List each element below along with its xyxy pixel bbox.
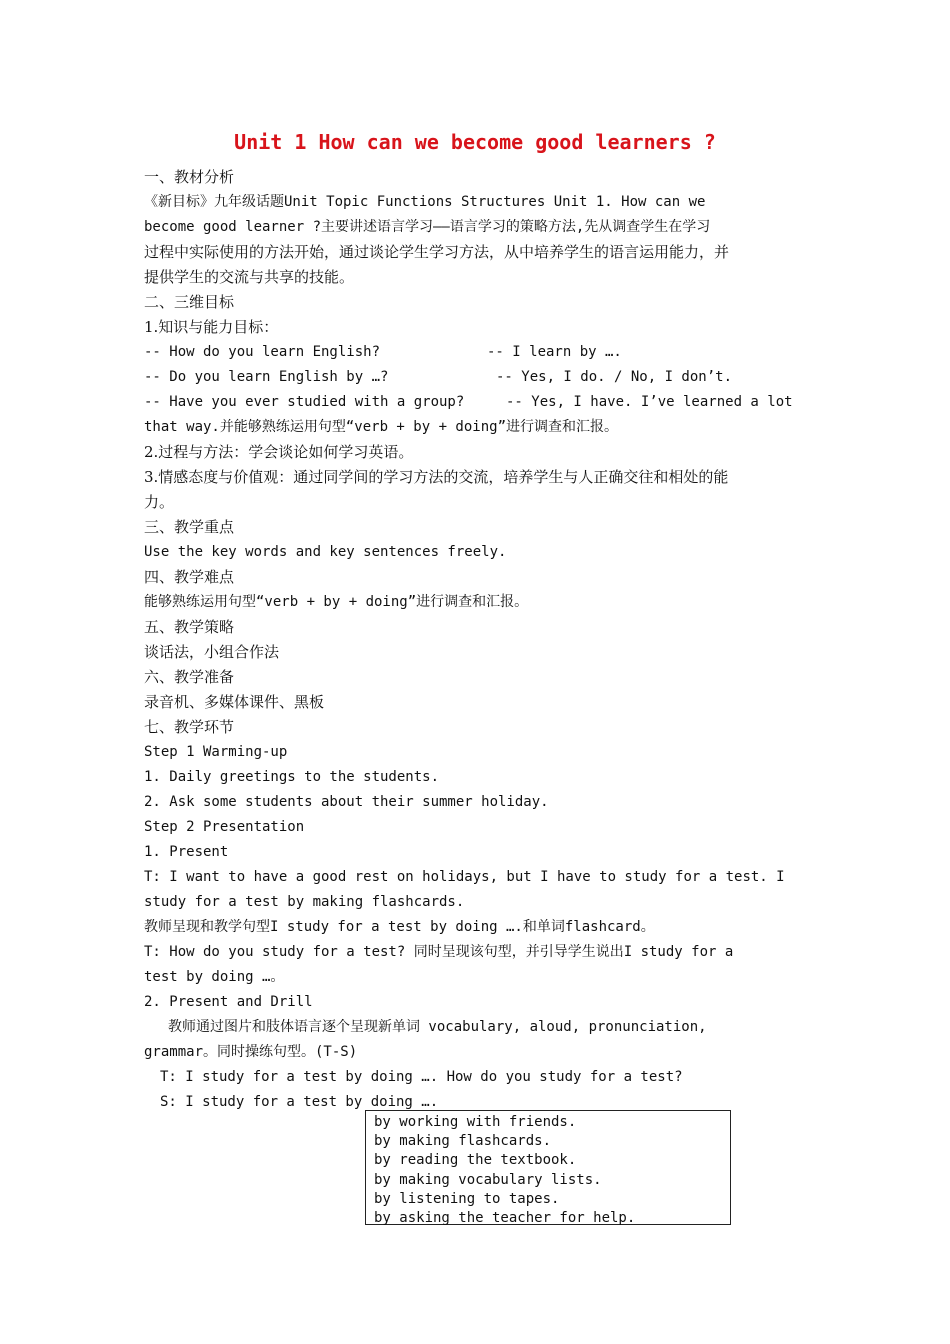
paragraph-line: 提供学生的交流与共享的技能。 (144, 268, 355, 286)
paragraph-line: 录音机、多媒体课件、黑板 (144, 693, 325, 711)
paragraph-line: test by doing …。 (144, 969, 285, 985)
paragraph-line: T: I want to have a good rest on holidays, but I have to study for a test. I (144, 869, 785, 885)
phrase-item: by reading the textbook. (374, 1152, 577, 1169)
dialogue-question: -- How do you learn English? (144, 344, 381, 360)
step-heading: Step 1 Warming-up (144, 744, 288, 760)
paragraph-line: 2. Ask some students about their summer holiday. (144, 794, 549, 810)
section-heading: 六、教学准备 (144, 668, 235, 686)
phrase-item: by making vocabulary lists. (374, 1171, 602, 1188)
dialogue-answer: -- Yes, I do. / No, I don’t. (496, 369, 733, 385)
paragraph-line: 谈话法，小组合作法 (144, 643, 280, 661)
phrase-box (365, 1110, 731, 1225)
page-title: Unit 1 How can we become good learners ? (234, 130, 716, 154)
paragraph-line: that way.并能够熟练运用句型“verb + by + doing”进行调查和汇报。 (144, 419, 619, 435)
paragraph-line: 力。 (144, 493, 175, 511)
section-heading: 三、教学重点 (144, 518, 235, 536)
section-heading: 四、教学难点 (144, 568, 235, 586)
phrase-item: by listening to tapes. (374, 1190, 560, 1207)
paragraph-line: 过程中实际使用的方法开始，通过谈论学生学习方法，从中培养学生的语言运用能力，并 (144, 243, 730, 261)
section-heading: 七、教学环节 (144, 718, 235, 736)
dialogue-answer: -- I learn by …. (487, 344, 622, 360)
phrase-item: by asking the teacher for help. (374, 1210, 636, 1227)
dialogue-question: -- Have you ever studied with a group? (144, 394, 465, 410)
paragraph-line: S: I study for a test by doing …. (160, 1094, 439, 1110)
paragraph-line: 教师呈现和教学句型I study for a test by doing ….和单词flashcard。 (144, 919, 655, 935)
section-heading: 二、三维目标 (144, 293, 235, 311)
document-body (144, 165, 807, 1115)
paragraph-line: 教师通过图片和肢体语言逐个呈现新单词 vocabulary, aloud, pronunciation, (168, 1019, 707, 1035)
paragraph-line: grammar。同时操练句型。(T-S) (144, 1044, 358, 1060)
section-heading: 五、教学策略 (144, 618, 235, 636)
dialogue-question: -- Do you learn English by …? (144, 369, 389, 385)
paragraph-line: study for a test by making flashcards. (144, 894, 465, 910)
paragraph-line: Use the key words and key sentences freely. (144, 544, 507, 560)
section-heading: 一、教材分析 (144, 168, 235, 186)
dialogue-line (144, 390, 807, 415)
paragraph-line: 3.情感态度与价值观：通过同学间的学习方法的交流，培养学生与人正确交往和相处的能 (144, 468, 729, 486)
step-heading: Step 2 Presentation (144, 819, 305, 835)
paragraph-line: 2. Present and Drill (144, 994, 313, 1010)
paragraph-line: 2.过程与方法：学会谈论如何学习英语。 (144, 443, 414, 461)
dialogue-line (144, 365, 807, 390)
subheading: 1.知识与能力目标： (144, 318, 279, 336)
paragraph-line: T: I study for a test by doing …. How do you study for a test? (160, 1069, 683, 1085)
dialogue-line (144, 340, 807, 365)
paragraph-line: 1. Daily greetings to the students. (144, 769, 440, 785)
dialogue-answer: -- Yes, I have. I’ve learned a lot (506, 394, 793, 410)
paragraph-line: become good learner ?主要讲述语言学习——语言学习的策略方法,先从调查学生在学习 (144, 219, 711, 235)
paragraph-line: T: How do you study for a test? 同时呈现该句型，并引导学生说出I study for a (144, 944, 734, 960)
phrase-item: by working with friends. (374, 1114, 577, 1130)
paragraph-line: 1. Present (144, 844, 229, 860)
phrase-item: by making flashcards. (374, 1133, 552, 1150)
paragraph-line: 《新目标》九年级话题Unit Topic Functions Structures Unit 1. How can we (144, 194, 706, 210)
paragraph-line: 能够熟练运用句型“verb + by + doing”进行调查和汇报。 (144, 594, 529, 610)
